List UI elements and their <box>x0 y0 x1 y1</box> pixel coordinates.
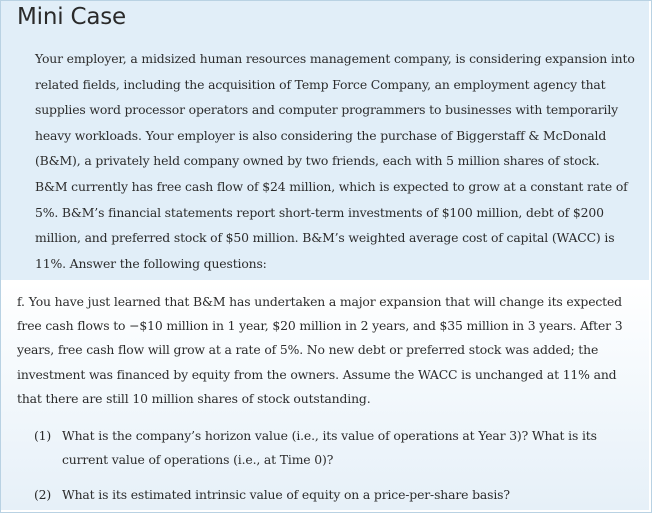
mini-case-title: Mini Case <box>17 4 126 30</box>
subquestion-text: What is its estimated intrinsic value of equity on a price-per-share basis? <box>62 487 510 502</box>
mini-case-intro: Your employer, a midsized human resources management company, is considering expansion into related fields, including the acquisition of Temp Force Company, an employment agency that supplies word processor operators and computer programmers to businesses with temporarily heavy workloads. Your employer is also considering the purchase of Biggerstaff & McDonald (B&M), a privately held company owned by two friends, each with 5 million shares of stock. B&M currently has free cash flow of $24 million, which is expected to grow at a constant rate of 5%. B&M’s financial statements report short-term investments of $100 million, debt of $200 million, and preferred stock of $50 million. B&M’s weighted average cost of capital (WACC) is 11%. Answer the following questions: <box>35 51 635 271</box>
question-text: You have just learned that B&M has undertaken a major expansion that will change its expected free cash flows to −$10 million in 1 year, $20 million in 2 years, and $35 million in 3 years. After 3 years, free cash flow will grow at a rate of 5%. No new debt or preferred stock was added; the investment was financed by equity from the owners. Assume the WACC is unchanged at 11% and that there are still 10 million shares of stock outstanding. <box>17 294 623 406</box>
subquestion-number: (2) <box>34 487 52 502</box>
subquestion-text: What is the company’s horizon value (i.e., its value of operations at Year 3)? What is its current value of operations (i.e., at Time 0)? <box>62 428 597 468</box>
subquestion-number: (1) <box>34 428 52 443</box>
question-letter: f. <box>17 294 25 309</box>
subquestion-2 <box>34 483 624 507</box>
question-f <box>17 290 642 411</box>
subquestion-1 <box>34 424 624 472</box>
